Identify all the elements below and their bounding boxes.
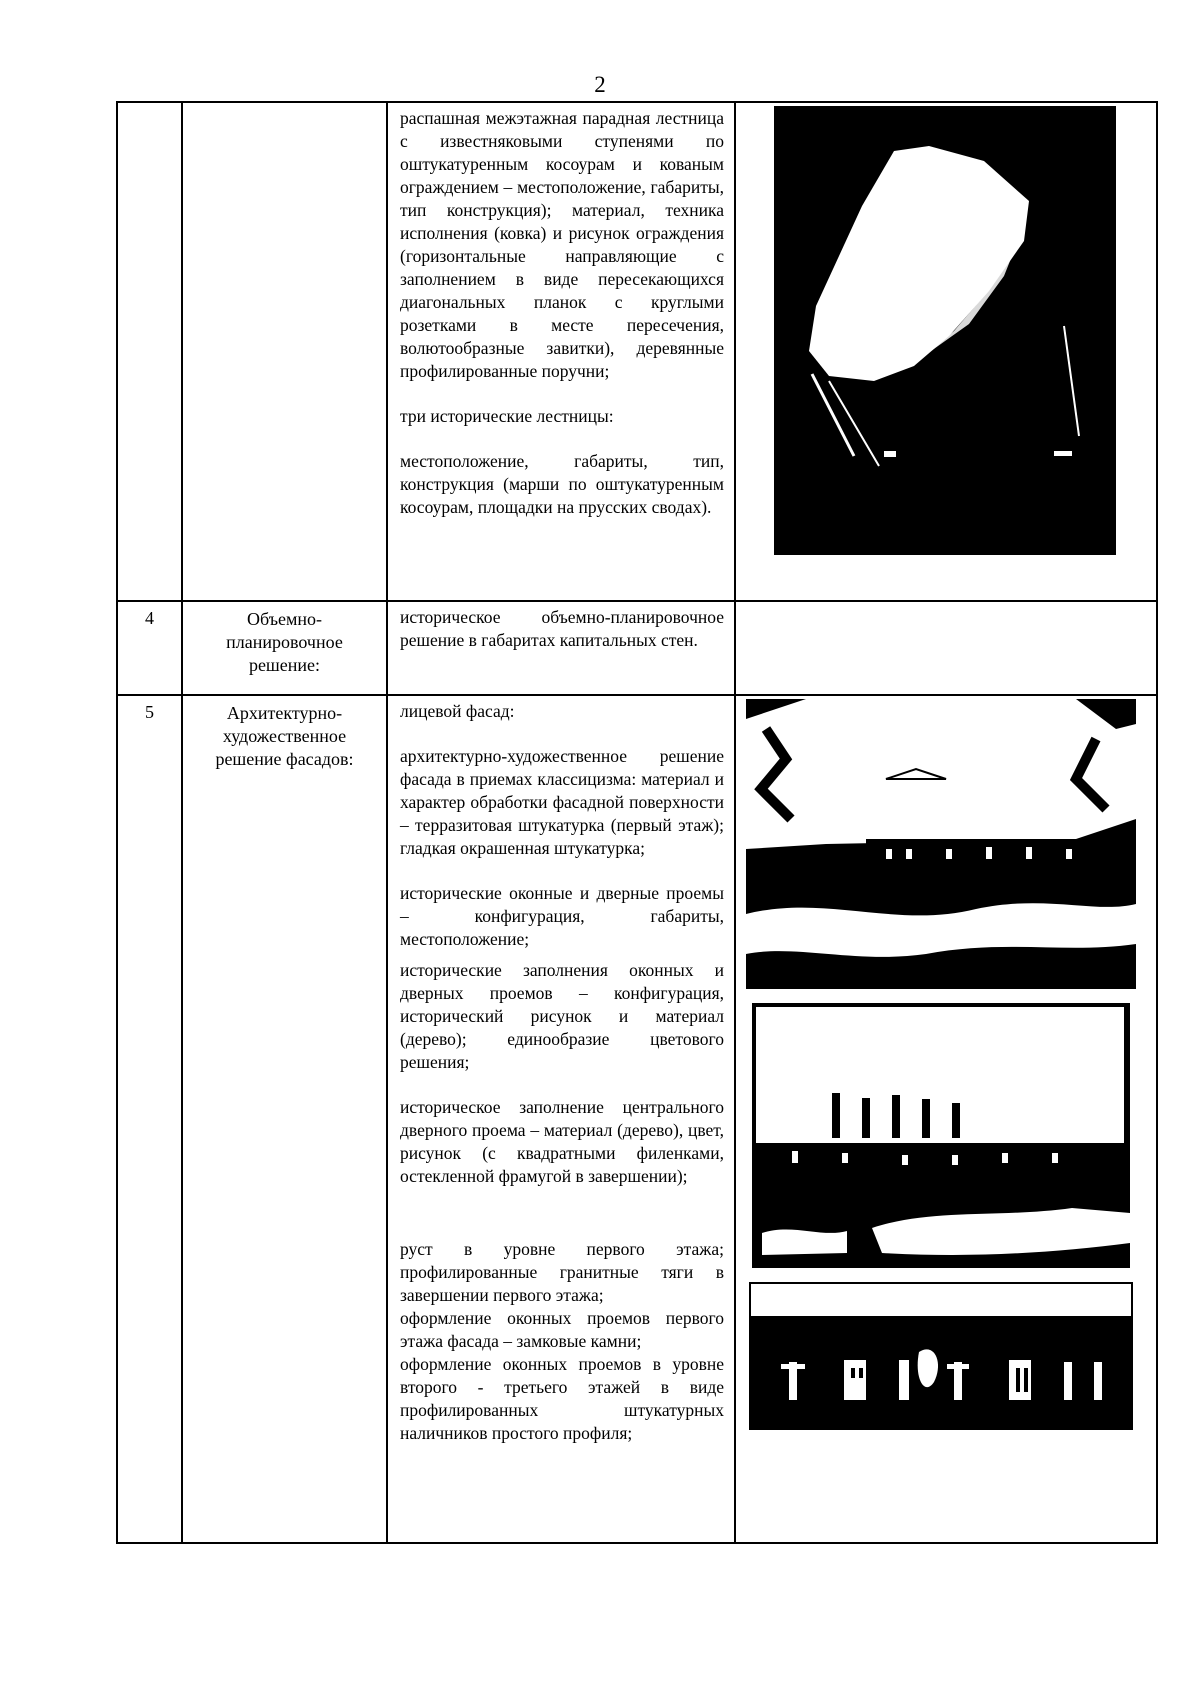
row-section-title xyxy=(182,102,387,601)
row-photos xyxy=(735,695,1157,1543)
description-paragraph: лицевой фасад: xyxy=(400,701,515,721)
facade-photo xyxy=(749,1282,1133,1430)
description-paragraph: руст в уровне первого этажа; профилированные гранитные тяги в завершении первого этажа; xyxy=(400,1239,724,1305)
description-paragraph: оформление оконных проемов первого этажа фасада – замковые камни; xyxy=(400,1308,724,1351)
row-photos xyxy=(735,102,1157,601)
row-section-title: Объемно-планировочное решение: xyxy=(182,601,387,695)
table-row xyxy=(117,695,1157,1543)
description-paragraph: распашная межэтажная парадная лестница с известняковыми ступенями по оштукатуренным косоурам и кованым ограждением – местоположение, габариты, тип конструкция); материал, техника исполнения (ковка) и рисунок ограждения (горизонтальные направляющие с заполнением в виде пересекающихся диагональных планок с круглыми розетками в месте пересечения, волютообразные завитки), деревянные профилированные поручни; xyxy=(400,108,724,381)
row-description xyxy=(387,102,735,601)
facade-photo xyxy=(752,1003,1130,1268)
description-paragraph: историческое заполнение центрального дверного проема – материал (дерево), цвет, рисунок (с квадратными филенками, остекленной фрамугой в завершении); xyxy=(400,1097,724,1186)
row-number xyxy=(117,102,182,601)
table-row xyxy=(117,601,1157,695)
monument-features-table xyxy=(116,101,1158,1544)
description-paragraph: оформление оконных проемов в уровне второго - третьего этажей в виде профилированных штукатурных наличников простого профиля; xyxy=(400,1354,724,1443)
staircase-photo xyxy=(774,106,1116,555)
description-paragraph: историческое объемно-планировочное решение в габаритах капитальных стен. xyxy=(400,607,724,650)
row-section-title: Архитектурно-художественное решение фасадов: xyxy=(182,695,387,1543)
description-paragraph: три исторические лестницы: xyxy=(400,406,614,426)
row-number: 4 xyxy=(117,601,182,695)
facade-photo xyxy=(746,699,1136,989)
description-paragraph: исторические оконные и дверные проемы – конфигурация, габариты, местоположение; xyxy=(400,883,724,949)
row-description xyxy=(387,695,735,1543)
description-paragraph: исторические заполнения оконных и дверных проемов – конфигурация, исторический рисунок и материал (дерево); единообразие цветового решения; xyxy=(400,960,724,1072)
page-number: 2 xyxy=(594,72,606,97)
row-number: 5 xyxy=(117,695,182,1543)
description-paragraph: архитектурно-художественное решение фасада в приемах классицизма: материал и характер обработки фасадной поверхности – терразитовая штукатурка (первый этаж); гладкая окрашенная штукатурка; xyxy=(400,746,724,858)
row-photos xyxy=(735,601,1157,695)
description-paragraph: местоположение, габариты, тип, конструкция (марши по оштукатуренным косоурам, площадки на прусских сводах). xyxy=(400,451,724,517)
row-description xyxy=(387,601,735,695)
table-row xyxy=(117,102,1157,601)
